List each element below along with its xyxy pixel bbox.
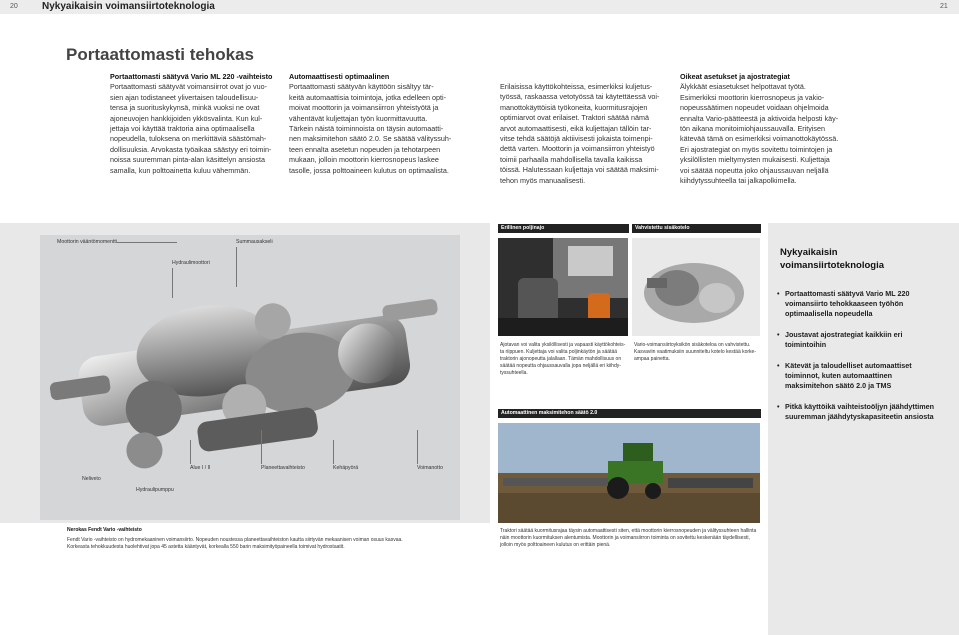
text-line: dettä varten. Moottorin ja voimansiirron yhteistyö <box>500 144 655 154</box>
caption-line: ta riippuen. Kuljettaja voi valita poljinkäytön ja säätää <box>500 349 618 355</box>
text-line: nen maksimitehon säätö 2.0. Se säätää välityssuh- <box>289 134 452 144</box>
sidebar-title: Nykyaikaisin voimansiirtoteknologia <box>780 247 884 271</box>
text-line: tön aikana monitoimiohjaussauvalla. Erityisen <box>680 124 826 134</box>
callout-line <box>236 247 237 287</box>
transmission-image <box>40 235 460 520</box>
page-number-left: 20 <box>10 3 18 10</box>
photo-bar-power-control: Automaattinen maksimitehon säätö 2.0 <box>498 409 761 418</box>
text-line: ennalta Vario-päätteestä ja aktivoida helposti käy- <box>680 113 839 123</box>
text-line: samalla, kun polttoainetta kuluu vähemmän. <box>110 165 251 175</box>
text-line: arvot automaattisesti, eikä kuljettajan tällöin tar- <box>500 123 652 133</box>
label-summing-shaft: Summausakseli <box>236 239 273 245</box>
text-line: jettaja voi käyttää traktoria aina optimaalisella <box>110 124 255 134</box>
text-line: kätevää tämä on esimerkiksi voimanottokäytössä. <box>680 134 839 144</box>
text-line: manottokäyttöisiä työkoneita, kuormitusrajojen <box>500 102 648 112</box>
text-column-4 <box>680 72 858 186</box>
callout-line <box>172 268 173 298</box>
label-pto: Voimanotto <box>417 465 443 471</box>
summary-sidebar <box>768 223 959 635</box>
column-heading: Oikeat asetukset ja ajostrategiat <box>680 72 790 81</box>
text-line: vähentävät kuljettajan työn kuormittavuutta. <box>289 113 428 123</box>
text-line: ajoneuvojen hankkijoiden ykkösvalinta. Kun kul- <box>110 113 263 123</box>
pedal-photo <box>498 238 628 336</box>
callout-line <box>417 430 418 464</box>
sidebar-bullet: • Pitkä käyttöikä vaihteistoöljyn jäähdyttimen suuremman jäähdytyskapasiteetin ansiosta <box>785 402 935 422</box>
text-line: nopeudella, tuloksena on merkittäviä säästömah- <box>110 134 267 144</box>
caption-line: Fendt Vario -vaihteisto on hydromekaaninen voimansiirto. Nopeuden noustessa planeettavaihteiston kautta siirtyvän mekaanisen voiman osuus kasvaa. <box>67 537 403 543</box>
label-planetary: Planeettavaihteisto <box>261 465 305 471</box>
text-line: optimiarvot ovat erilaiset. Traktori säätää nämä <box>500 113 650 123</box>
label-ring-gear: Kehäpyörä <box>333 465 359 471</box>
text-line: toimii parhaalla mahdollisella tavalla kaikissa <box>500 154 643 164</box>
sidebar-bullet: • Joustavat ajostrategiat kaikkiin eri toimintoihin <box>785 330 935 350</box>
text-line: keitä automaattisia toimintoja, jotka edelleen opti- <box>289 92 447 102</box>
text-column-2 <box>289 72 467 176</box>
label-hydraulic-motor: Hydraulimoottori <box>172 260 210 266</box>
text-line: tehon myös manuaalisesti. <box>500 175 586 185</box>
photo-bar-pedal: Erillinen poljinajo <box>498 224 629 233</box>
tractor-caption <box>500 528 762 549</box>
tractor-illustration <box>498 423 760 523</box>
text-line: Portaattomasti säätyvät voimansiirrot ovat jo vuo- <box>110 82 267 92</box>
caption-line: Traktori säätää kuormitusrajaa täysin automaattisesti siten, että moottorin kierrosnopeuden ja välityssuhteen hallinta <box>500 528 757 534</box>
label-four-wheel-drive: Neliveto <box>82 476 101 482</box>
caption-line: traktorin ajonopeutta jalallaan. Tämän mahdollisuus on <box>500 356 622 362</box>
text-line: sien ajan todistaneet ylivertaisen taloudellisuu- <box>110 92 259 102</box>
column-heading: Automaattisesti optimaalinen <box>289 72 390 81</box>
text-line: Erilaisissa käyttökohteissa, esimerkiksi kuljetus- <box>500 82 653 91</box>
caption-line: Kasvaviin vaatimuksiin suunniteltu kotelo kestää korke- <box>634 349 757 355</box>
page-title: Portaattomasti tehokas <box>66 45 254 64</box>
text-line: Portaattomasti säätyvän käyttöön sisältyy tär- <box>289 82 434 92</box>
header-title: Nykyaikaisin voimansiirtoteknologia <box>42 1 215 12</box>
text-line: Eri ajostrategiat on myös sovitettu toimintojen ja <box>680 144 833 154</box>
pedal-illustration <box>498 238 628 336</box>
caption-line: Ajotavan voi valita yksilöllisesti ja vapaasti käyttökohteis- <box>500 342 626 348</box>
text-line: moivat moottorin ja voimansiirron yhteistyötä ja <box>289 103 439 113</box>
callout-line <box>117 242 177 243</box>
label-engine-torque: Moottorin vääntömomentti <box>57 239 117 245</box>
label-hydraulic-pump: Hydraulipumppu <box>136 487 174 493</box>
caption-line: ampaa painetta. <box>634 356 670 362</box>
callout-line <box>190 440 191 464</box>
text-line: nopeussäätimen nopeudet voidaan ohjelmoida <box>680 103 829 113</box>
text-column-3 <box>500 82 678 186</box>
housing-illustration <box>632 238 760 336</box>
callout-line <box>261 430 262 464</box>
caption-line: Korkeasta tehokkuudesta huolehtivat jopa 45 astetta kääntyvät, korkealla 550 barin maksimityöpaineella toimivat hydrostaatit. <box>67 544 345 550</box>
transmission-illustration <box>40 235 460 520</box>
label-range: Alue I / II <box>190 465 211 471</box>
caption-title: Nerokas Fendt Vario -vaihteisto <box>67 527 142 533</box>
text-line: töissä. Halutessaan kuljettaja voi säätää maksimi- <box>500 165 659 175</box>
column-heading: Portaattomasti säätyvä Vario ML 220 -vaihteisto <box>110 72 273 81</box>
text-line: vitse tehdä säätöjä aktiivisesti jokaista toimenpi- <box>500 134 653 144</box>
caption-line: Vario-voimansiirtoyksikön sisäkoteloa on vahvistettu. <box>634 342 751 348</box>
text-line: tensa ja suorituskykynsä, minkä vuoksi ne ovat <box>110 103 260 113</box>
text-line: tasolle, jossa polttoaineen kulutus on optimaalista. <box>289 165 449 175</box>
text-line: dollisuuksia. Arvokasta työaikaa säästyy eri toimin- <box>110 144 272 154</box>
text-line: noissa suuremman pinta-alan käsittelyn ansiosta <box>110 155 266 165</box>
sidebar-bullet: • Kätevät ja taloudelliset automaattiset toiminnot, kuten automaattinen maksimitehon säätö 2.0 ja TMS <box>785 361 935 391</box>
engine-caption <box>67 527 467 551</box>
text-column-1 <box>110 72 280 176</box>
photo-bar-housing: Vahvistettu sisäkotelo <box>632 224 761 233</box>
text-line: yksilöllisten mieltymysten mukaisesti. Kuljettaja <box>680 155 830 165</box>
caption-line: näin moottorin kuormituksen alentumista. Moottorin ja voimansiirron toiminta on sovitettu keskenään täydellisesti, <box>500 535 750 541</box>
text-line: kiihdytyssuhteella tai jalkapolkimella. <box>680 176 797 186</box>
pedal-caption <box>500 342 635 377</box>
caption-line: tyssuhteella. <box>500 370 528 376</box>
caption-line: säätää nopeutta ohjaussauvalla jopa neljällä eri kiihdy- <box>500 363 621 369</box>
text-line: Esimerkiksi moottorin kierrosnopeus ja vakio- <box>680 92 825 102</box>
caption-line: jolloin myös polttoaineen kulutus on erittäin pienä. <box>500 542 611 548</box>
text-line: Tärkein näistä toiminnoista on täysin automaatti- <box>289 124 444 134</box>
text-line: mukaan, jolloin moottorin kierrosnopeus laskee <box>289 155 439 165</box>
tractor-photo <box>498 423 760 523</box>
text-line: Älykkäät esiasetukset helpottavat työtä. <box>680 82 806 92</box>
callout-line <box>333 440 334 464</box>
text-line: voi säätää nopeutta joko ohjaussauvan neljällä <box>680 165 829 175</box>
sidebar-bullet: • Portaattomasti säätyvä Vario ML 220 voimansiirto tehokkaaseen työhön optimaalisella nopeudella <box>785 289 935 319</box>
housing-caption <box>634 342 762 363</box>
housing-photo <box>632 238 760 336</box>
page-number-right: 21 <box>940 3 948 10</box>
text-line: teen ennalta asetetun nopeuden ja tehotarpeen <box>289 144 441 154</box>
text-line: työssä, raskaassa vetotyössä tai käytettäessä voi- <box>500 92 660 102</box>
